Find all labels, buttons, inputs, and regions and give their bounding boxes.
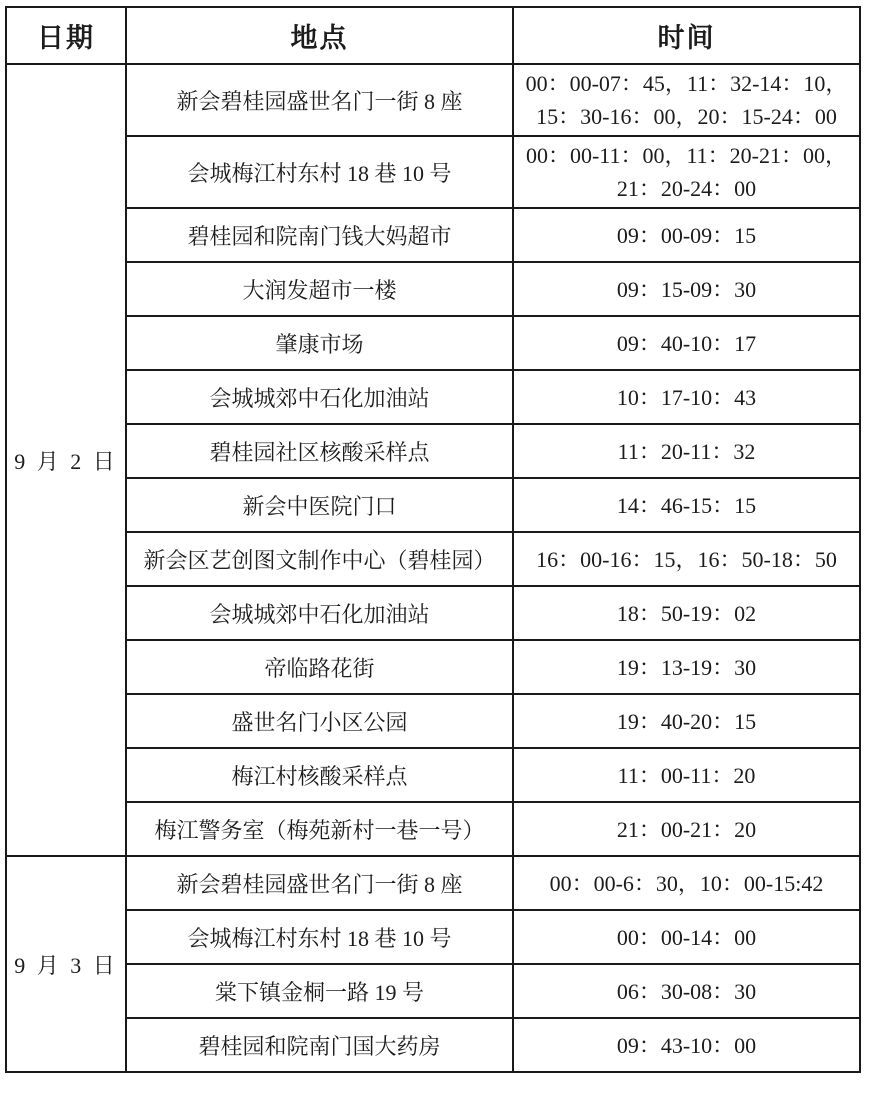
table-row <box>6 640 860 694</box>
table-row <box>6 64 860 136</box>
time-cell: 21：00-21：20 <box>513 802 860 856</box>
table-row <box>6 424 860 478</box>
location-cell: 碧桂园和院南门国大药房 <box>126 1018 513 1072</box>
time-cell: 11：00-11：20 <box>513 748 860 802</box>
header-date: 日期 <box>6 7 126 64</box>
time-cell: 00：00-6：30，10：00-15:42 <box>513 856 860 910</box>
table-row <box>6 910 860 964</box>
location-cell: 碧桂园社区核酸采样点 <box>126 424 513 478</box>
location-cell: 梅江警务室（梅苑新村一巷一号） <box>126 802 513 856</box>
location-cell: 会城梅江村东村 18 巷 10 号 <box>126 910 513 964</box>
table-row <box>6 262 860 316</box>
location-cell: 新会区艺创图文制作中心（碧桂园） <box>126 532 513 586</box>
table-row <box>6 478 860 532</box>
table-row <box>6 694 860 748</box>
location-cell: 新会中医院门口 <box>126 478 513 532</box>
table-row <box>6 802 860 856</box>
location-cell: 会城梅江村东村 18 巷 10 号 <box>126 136 513 208</box>
table-row <box>6 1018 860 1072</box>
header-time: 时间 <box>513 7 860 64</box>
location-cell: 碧桂园和院南门钱大妈超市 <box>126 208 513 262</box>
time-cell: 18：50-19：02 <box>513 586 860 640</box>
time-cell: 06：30-08：30 <box>513 964 860 1018</box>
location-cell: 会城城郊中石化加油站 <box>126 586 513 640</box>
location-cell: 盛世名门小区公园 <box>126 694 513 748</box>
table-row <box>6 316 860 370</box>
time-cell: 09：15-09：30 <box>513 262 860 316</box>
location-cell: 新会碧桂园盛世名门一街 8 座 <box>126 64 513 136</box>
table-row <box>6 532 860 586</box>
location-cell: 棠下镇金桐一路 19 号 <box>126 964 513 1018</box>
time-cell: 09：00-09：15 <box>513 208 860 262</box>
itinerary-table <box>5 6 861 1073</box>
header-location: 地点 <box>126 7 513 64</box>
time-cell: 19：13-19：30 <box>513 640 860 694</box>
time-cell: 14：46-15：15 <box>513 478 860 532</box>
time-cell: 19：40-20：15 <box>513 694 860 748</box>
time-cell: 09：43-10：00 <box>513 1018 860 1072</box>
location-cell: 梅江村核酸采样点 <box>126 748 513 802</box>
table-row <box>6 964 860 1018</box>
time-cell: 00：00-11：00，11：20-21：00，21：20-24：00 <box>513 136 860 208</box>
date-cell: 9 月 3 日 <box>6 856 126 1072</box>
table-row <box>6 748 860 802</box>
date-cell: 9 月 2 日 <box>6 64 126 856</box>
time-cell: 11：20-11：32 <box>513 424 860 478</box>
table-row <box>6 856 860 910</box>
table-row <box>6 370 860 424</box>
location-cell: 肇康市场 <box>126 316 513 370</box>
location-cell: 帝临路花街 <box>126 640 513 694</box>
location-cell: 会城城郊中石化加油站 <box>126 370 513 424</box>
location-cell: 大润发超市一楼 <box>126 262 513 316</box>
table-row <box>6 586 860 640</box>
time-cell: 10：17-10：43 <box>513 370 860 424</box>
location-cell: 新会碧桂园盛世名门一街 8 座 <box>126 856 513 910</box>
time-cell: 00：00-14：00 <box>513 910 860 964</box>
table-row <box>6 208 860 262</box>
table-row <box>6 136 860 208</box>
time-cell: 00：00-07：45，11：32-14：10，15：30-16：00，20：15-24：00 <box>513 64 860 136</box>
time-cell: 16：00-16：15，16：50-18：50 <box>513 532 860 586</box>
header-row <box>6 7 860 64</box>
time-cell: 09：40-10：17 <box>513 316 860 370</box>
